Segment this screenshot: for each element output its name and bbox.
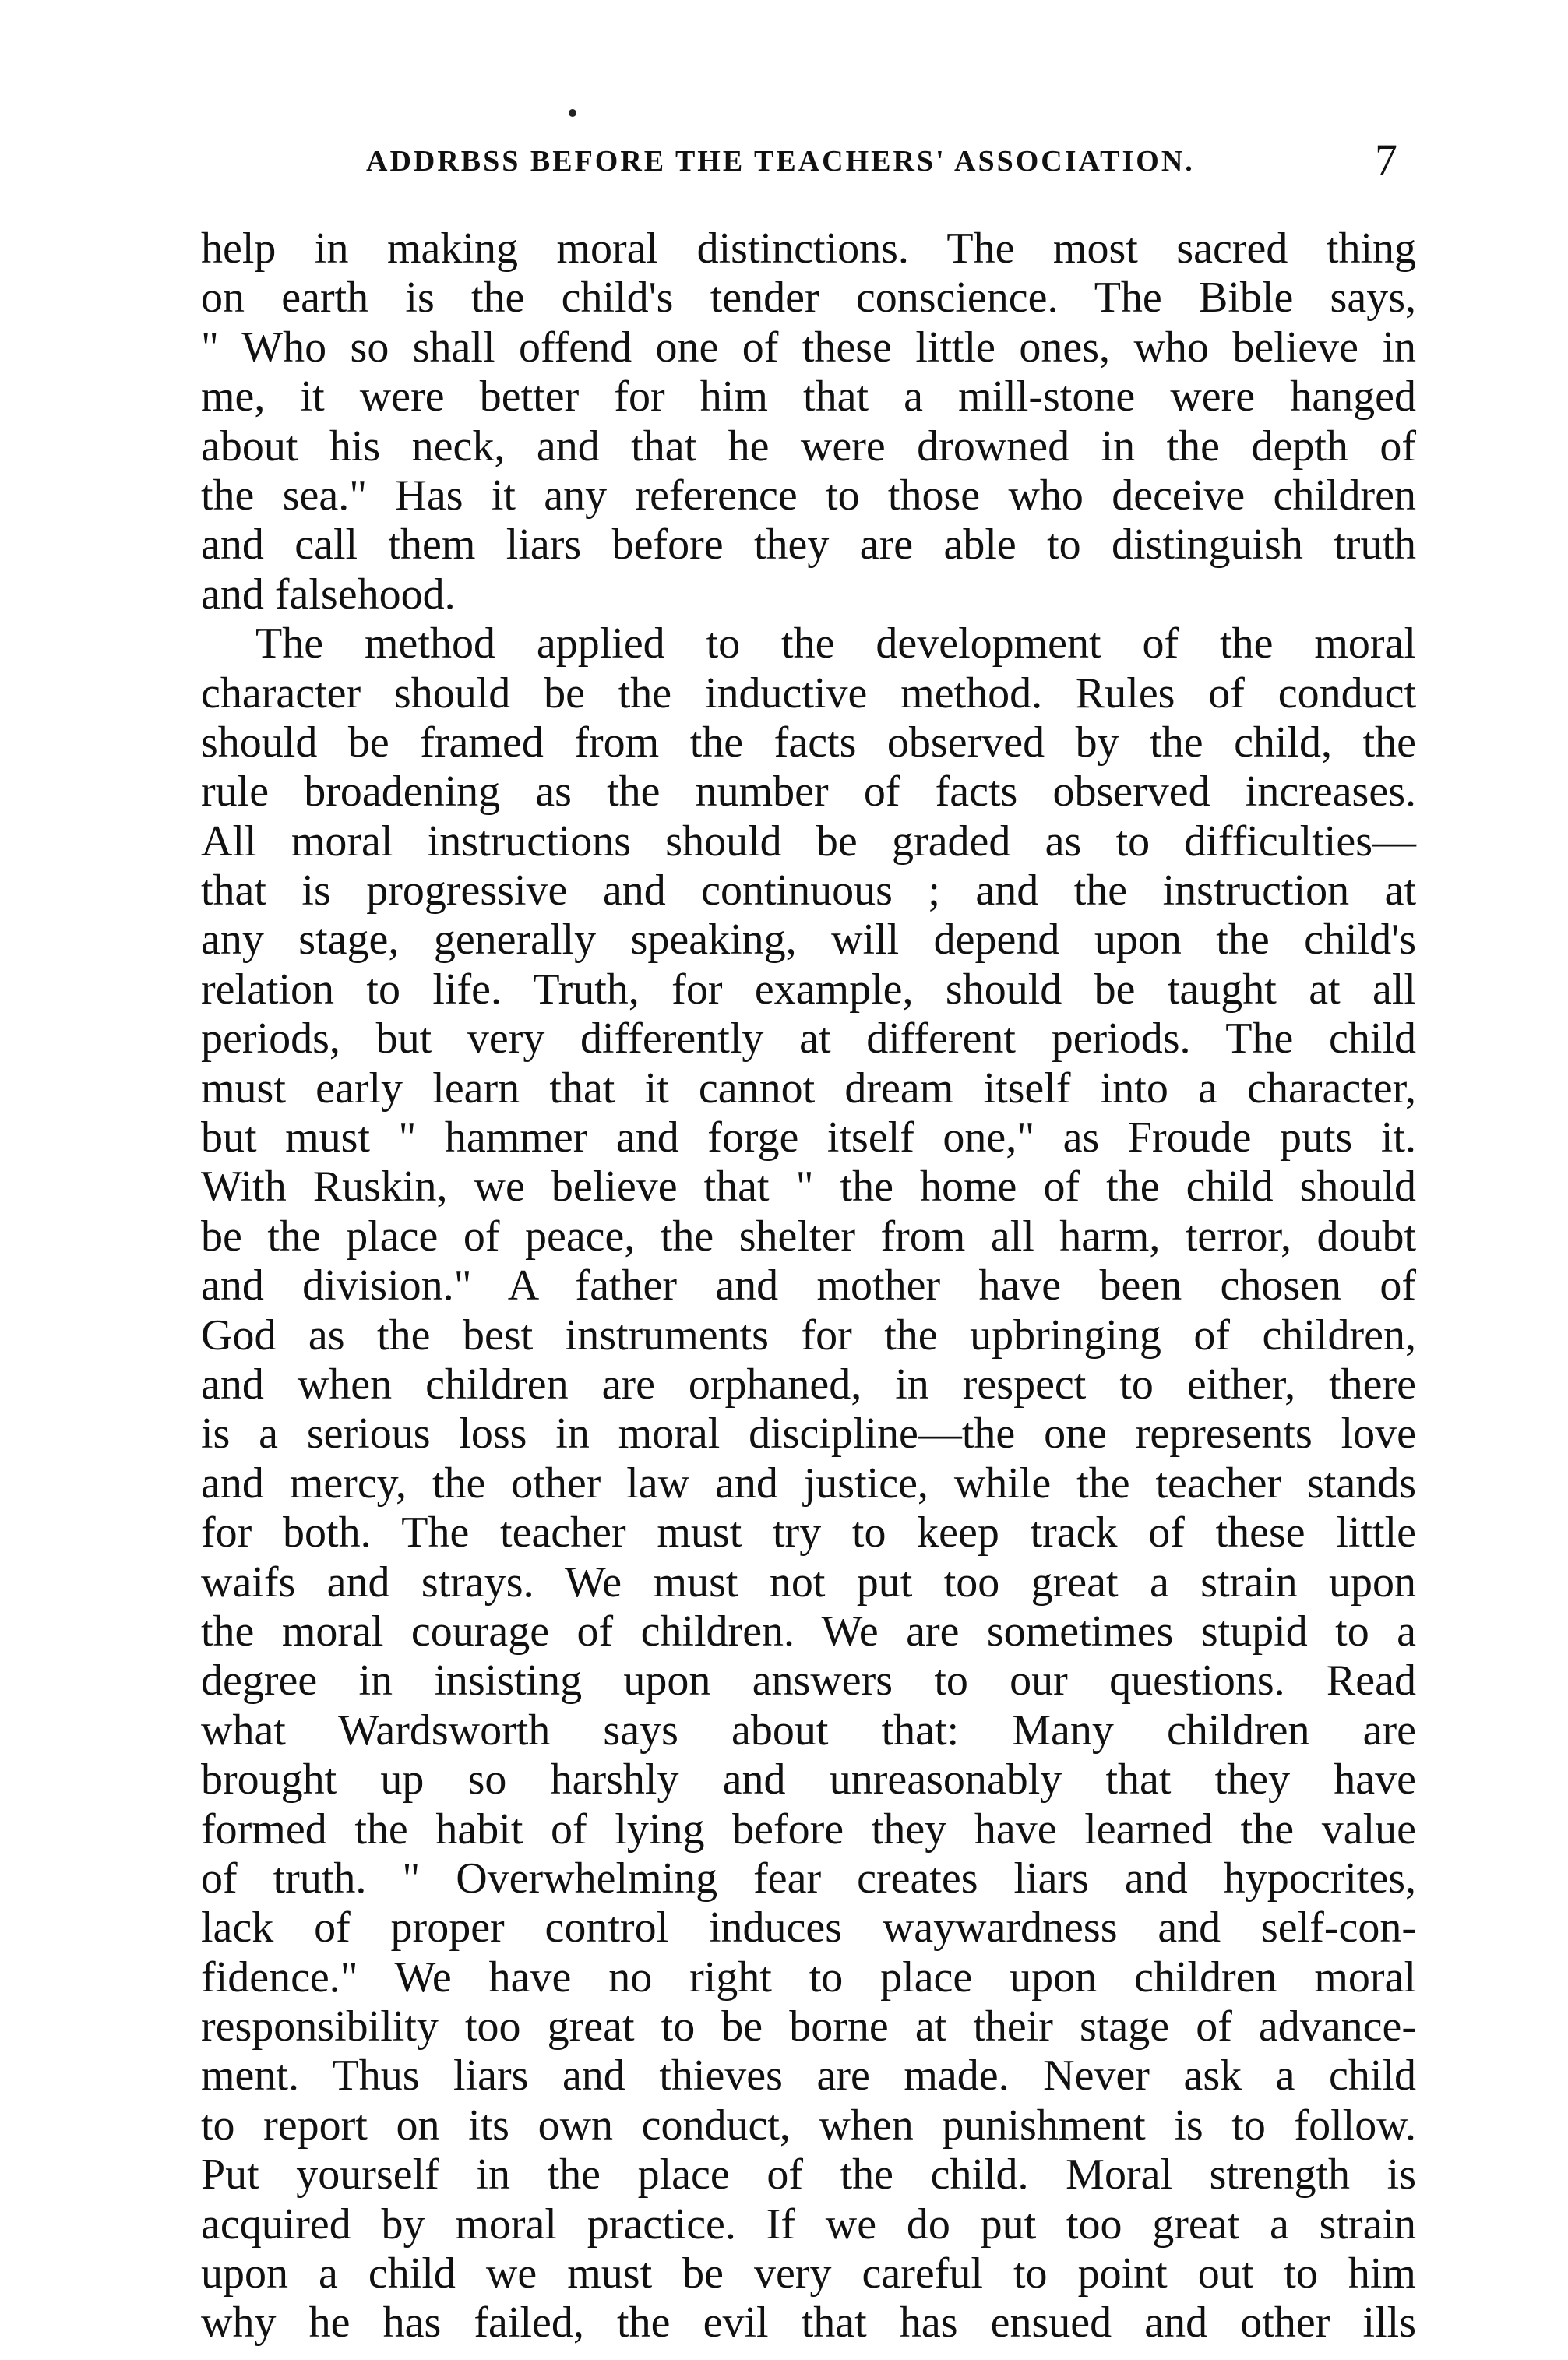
paragraph-first-line: The method applied to the development of the moral xyxy=(255,619,1416,668)
text-line: about his neck, and that he were drowned in the depth of xyxy=(201,422,1416,471)
running-head: ADDRBSS BEFORE THE TEACHERS' ASSOCIATION. xyxy=(366,145,1195,178)
text-line: upon a child we must be very careful to point out to him xyxy=(201,2249,1416,2298)
text-line: fidence." We have no right to place upon children moral xyxy=(201,1953,1416,2002)
text-line: waifs and strays. We must not put too great a strain upon xyxy=(201,1557,1416,1607)
page-number: 7 xyxy=(1375,135,1397,185)
text-line: responsibility too great to be borne at their stage of advance- xyxy=(201,2002,1416,2051)
text-line: must early learn that it cannot dream itself into a character, xyxy=(201,1064,1416,1113)
text-line: character should be the inductive method. Rules of conduct xyxy=(201,668,1416,718)
text-line: for both. The teacher must try to keep track of these little xyxy=(201,1508,1416,1557)
text-line: relation to life. Truth, for example, should be taught at all xyxy=(201,965,1416,1014)
text-line: lack of proper control induces waywardness and self-con- xyxy=(201,1903,1416,1953)
ink-speck xyxy=(569,109,576,117)
text-line: be the place of peace, the shelter from all harm, terror, doubt xyxy=(201,1212,1416,1261)
text-line: and division." A father and mother have been chosen of xyxy=(201,1261,1416,1311)
text-line: me, it were better for him that a mill-stone were hanged xyxy=(201,372,1416,422)
text-line: on earth is the child's tender conscience. The Bible says, xyxy=(201,273,1416,323)
text-line: and when children are orphaned, in respect to either, there xyxy=(201,1360,1416,1409)
text-line: should be framed from the facts observed by the child, the xyxy=(201,718,1416,767)
text-line: acquired by moral practice. If we do put too great a strain xyxy=(201,2199,1416,2249)
text-line: help in making moral distinctions. The most sacred thing xyxy=(201,224,1416,273)
text-line: any stage, generally speaking, will depend upon the child's xyxy=(201,915,1416,965)
text-line: and falsehood. xyxy=(201,570,456,619)
text-line: ment. Thus liars and thieves are made. Never ask a child xyxy=(201,2051,1416,2101)
text-line: to report on its own conduct, when punishment is to follow. xyxy=(201,2101,1416,2150)
text-line: With Ruskin, we believe that " the home of the child should xyxy=(201,1162,1416,1212)
text-line: " Who so shall offend one of these little ones, who believe in xyxy=(201,323,1416,372)
text-line: All moral instructions should be graded as to difficulties— xyxy=(201,817,1416,866)
text-line: rule broadening as the number of facts observed increases. xyxy=(201,767,1416,817)
text-line: and mercy, the other law and justice, while the teacher stands xyxy=(201,1459,1416,1508)
text-line: Put yourself in the place of the child. Moral strength is xyxy=(201,2150,1416,2199)
text-line: why he has failed, the evil that has ensued and other ills xyxy=(201,2298,1416,2348)
text-line: brought up so harshly and unreasonably that they have xyxy=(201,1755,1416,1804)
body-text xyxy=(201,224,1416,2348)
text-line: degree in insisting upon answers to our questions. Read xyxy=(201,1656,1416,1706)
text-line: but must " hammer and forge itself one," as Froude puts it. xyxy=(201,1113,1416,1162)
text-line: the moral courage of children. We are sometimes stupid to a xyxy=(201,1607,1416,1656)
text-line: that is progressive and continuous ; and the instruction at xyxy=(201,866,1416,915)
text-line: what Wardsworth says about that: Many children are xyxy=(201,1706,1416,1755)
text-line: periods, but very differently at different periods. The child xyxy=(201,1014,1416,1064)
text-line: of truth. " Overwhelming fear creates liars and hypocrites, xyxy=(201,1854,1416,1903)
text-line: is a serious loss in moral discipline—the one represents love xyxy=(201,1409,1416,1459)
text-line: God as the best instruments for the upbringing of children, xyxy=(201,1311,1416,1360)
text-line: and call them liars before they are able to distinguish truth xyxy=(201,520,1416,570)
text-line: formed the habit of lying before they have learned the value xyxy=(201,1804,1416,1854)
text-line: the sea." Has it any reference to those who deceive children xyxy=(201,471,1416,520)
